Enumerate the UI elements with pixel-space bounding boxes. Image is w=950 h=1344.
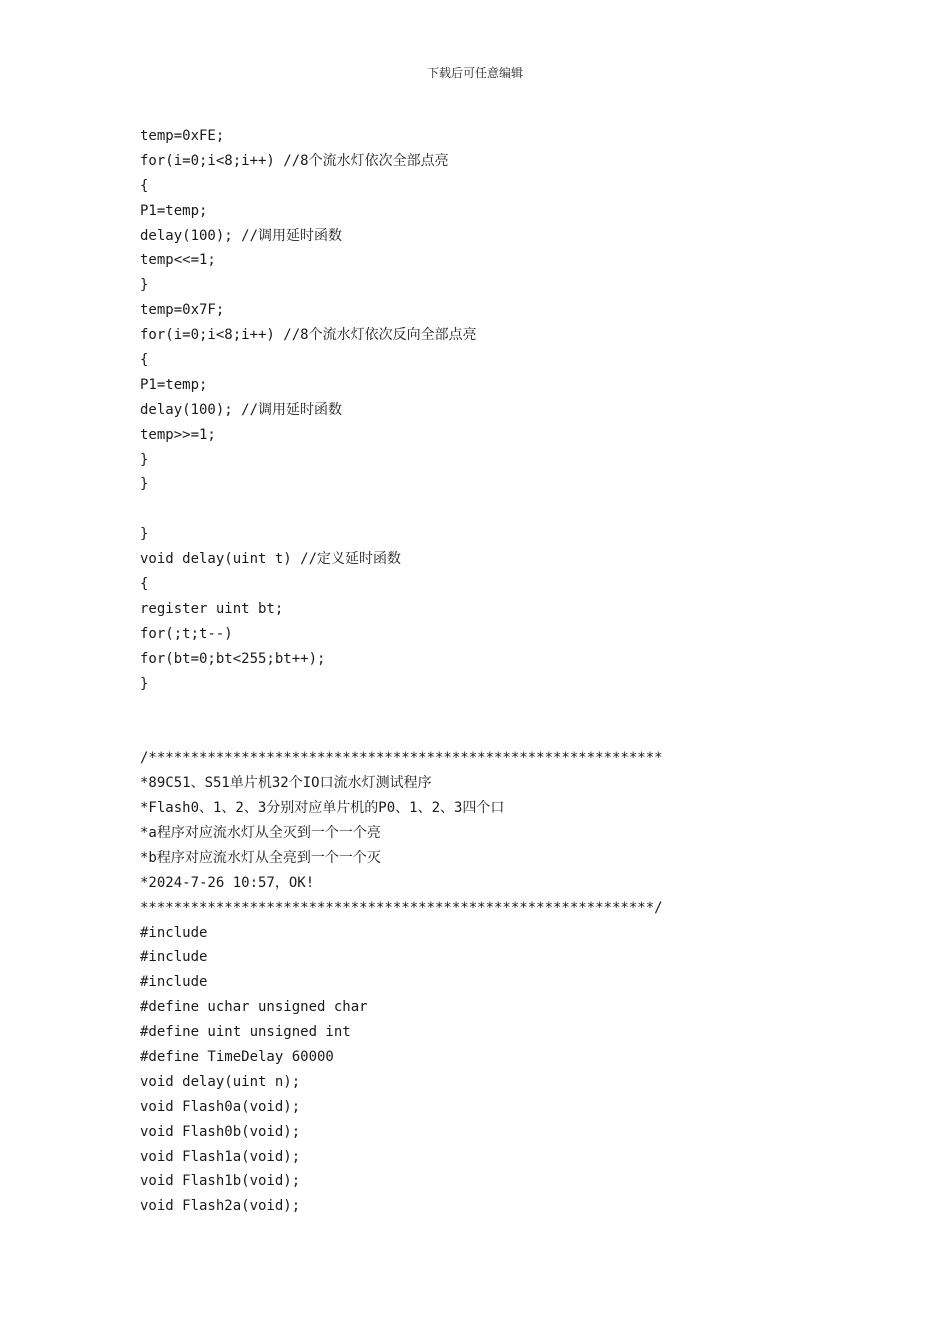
code-line: for(bt=0;bt<255;bt++); xyxy=(140,650,326,667)
code-line: void Flash2a(void); xyxy=(140,1198,301,1215)
code-block xyxy=(140,124,920,1219)
code-line: *a程序对应流水灯从全灭到一个一个亮 xyxy=(140,824,381,841)
code-line: #define uchar unsigned char xyxy=(140,999,368,1016)
code-line: register uint bt; xyxy=(140,600,284,617)
code-line: } xyxy=(140,451,149,468)
code-line: } xyxy=(140,526,149,543)
code-line: void Flash0b(void); xyxy=(140,1123,301,1140)
code-line: delay(100); //调用延时函数 xyxy=(140,227,343,244)
code-line: for(i=0;i<8;i++) //8个流水灯依次全部点亮 xyxy=(140,152,449,169)
code-line: *2024-7-26 10:57，OK! xyxy=(140,874,315,891)
code-line: } xyxy=(140,277,149,294)
code-line: #include xyxy=(140,924,208,941)
page-header: 下载后可任意编辑 xyxy=(426,66,523,80)
code-line: #include xyxy=(140,974,208,991)
code-line: } xyxy=(140,675,149,692)
code-line: void Flash1a(void); xyxy=(140,1148,301,1165)
code-line: temp<<=1; xyxy=(140,252,216,269)
code-line: temp>>=1; xyxy=(140,426,216,443)
code-line xyxy=(140,696,920,721)
code-line: *b程序对应流水灯从全亮到一个一个灭 xyxy=(140,849,381,866)
code-line: { xyxy=(140,576,149,593)
code-line: temp=0x7F; xyxy=(140,302,225,319)
code-line: P1=temp; xyxy=(140,202,208,219)
code-line: temp=0xFE; xyxy=(140,128,225,144)
code-line: /************************************************************* xyxy=(140,750,663,767)
code-line: #define TimeDelay 60000 xyxy=(140,1048,334,1065)
code-line: *Flash0、1、2、3分别对应单片机的P0、1、2、3四个口 xyxy=(140,800,505,817)
code-line: P1=temp; xyxy=(140,376,208,393)
code-line xyxy=(140,721,920,746)
code-line xyxy=(140,497,920,522)
code-line: } xyxy=(140,476,149,493)
code-line: void Flash0a(void); xyxy=(140,1098,301,1115)
code-line: for(i=0;i<8;i++) //8个流水灯依次反向全部点亮 xyxy=(140,327,477,344)
code-line: *************************************************************/ xyxy=(140,899,663,916)
code-line: for(;t;t--) xyxy=(140,625,233,642)
code-line: *89C51、S51单片机32个IO口流水灯测试程序 xyxy=(140,775,432,792)
code-line: { xyxy=(140,352,149,369)
code-line: delay(100); //调用延时函数 xyxy=(140,401,343,418)
code-line: { xyxy=(140,177,149,194)
code-line: void delay(uint n); xyxy=(140,1073,301,1090)
code-line: #define uint unsigned int xyxy=(140,1024,351,1041)
code-line: #include xyxy=(140,949,208,966)
code-line: void Flash1b(void); xyxy=(140,1173,301,1190)
code-line: void delay(uint t) //定义延时函数 xyxy=(140,551,402,568)
